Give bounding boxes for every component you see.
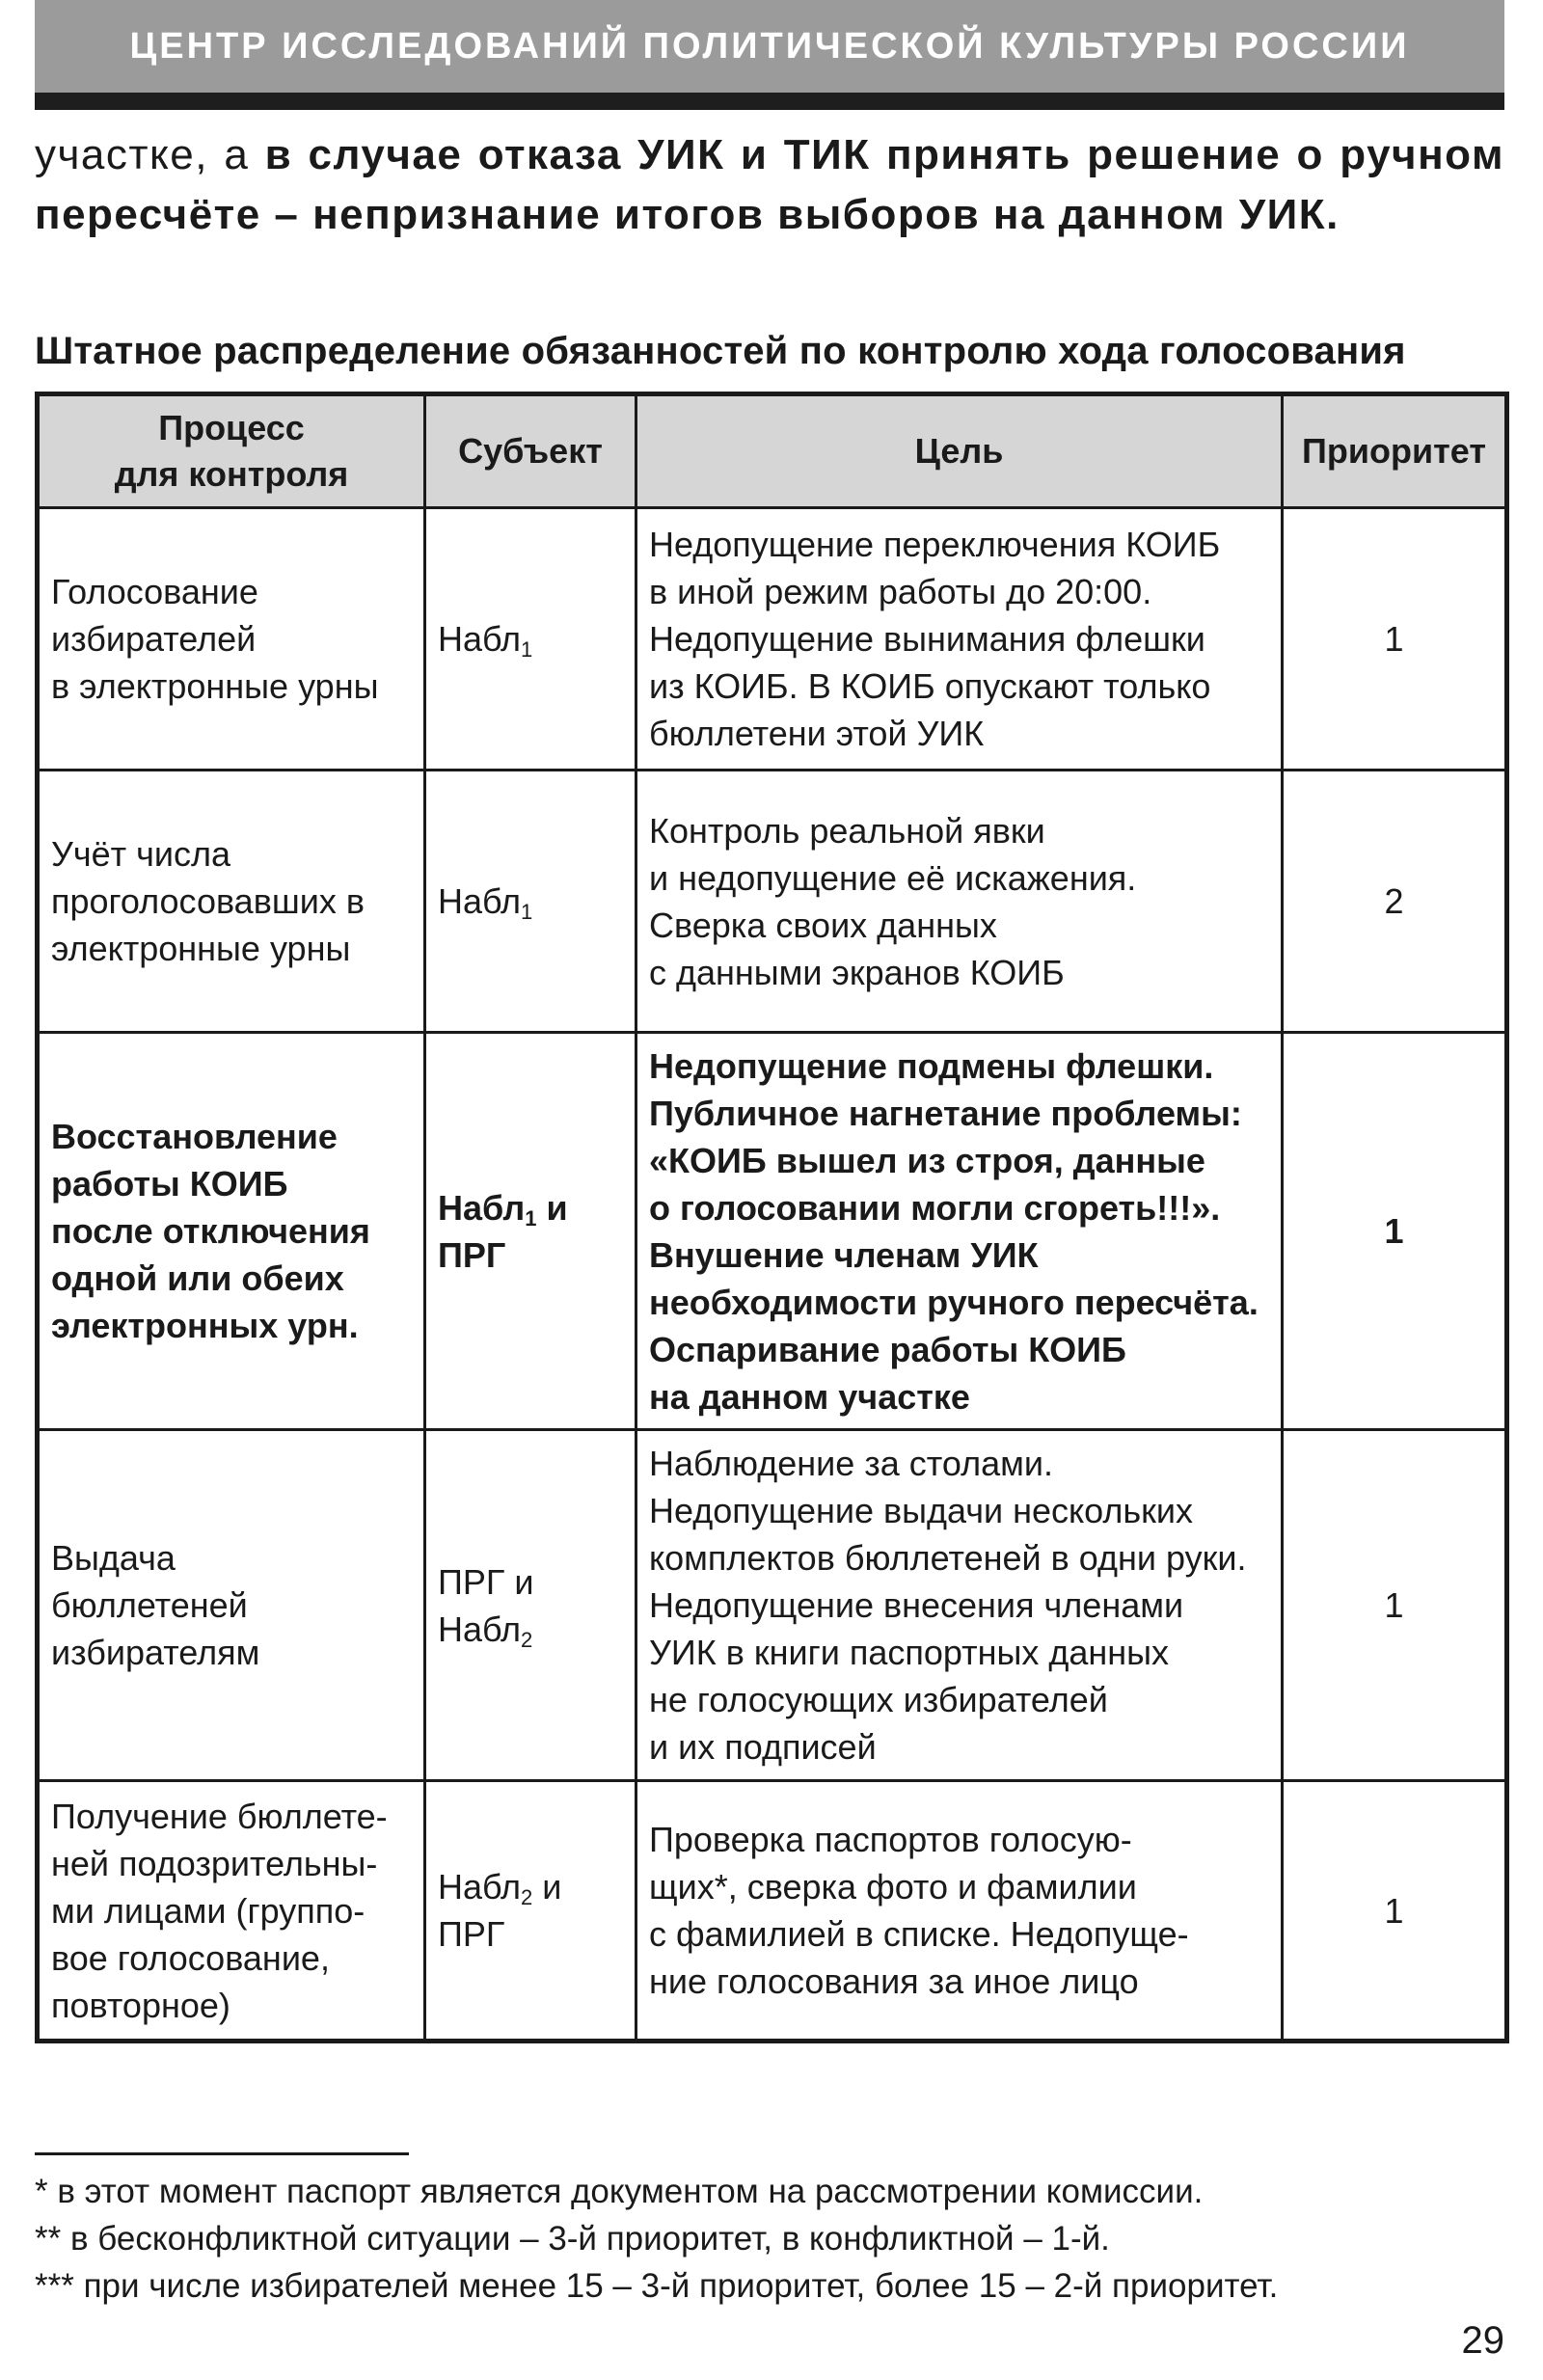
table-title: Штатное распределение обязанностей по контролю хода голосования (35, 330, 1406, 372)
priority-cell: 1 (1283, 1033, 1507, 1430)
table-row (38, 771, 1507, 1033)
page-number: 29 (1461, 2319, 1504, 2362)
subject-cell: Набл$_1$ и ПРГ (425, 1033, 636, 1430)
priority-cell: 1 (1283, 1781, 1507, 2042)
subject-cell: Набл$_2$ и ПРГ (425, 1781, 636, 2042)
table-header-row (38, 394, 1507, 508)
goal-cell: Недопущение переключения КОИБ в иной режим работы до 20:00. Недопущение вынимания флешки из КОИБ. В КОИБ опускают только бюллетени этой УИК (636, 508, 1283, 771)
footnote-3: *** при числе избирателей менее 15 – 3-й приоритет, более 15 – 2-й приоритет. (35, 2267, 1279, 2305)
footnotes (35, 2168, 1504, 2310)
footnote-1: * в этот момент паспорт является документом на рассмотрении комиссии. (35, 2173, 1204, 2210)
process-cell: Выдача бюллетеней избирателям (38, 1430, 425, 1781)
intro-paragraph (35, 125, 1504, 245)
header-goal: Цель (636, 394, 1283, 508)
process-cell: Получение бюллете- ней подозрительны- ми лицами (группо- вое голосование, повторное) (38, 1781, 425, 2042)
process-cell: Голосование избирателей в электронные урны (38, 508, 425, 771)
subject-cell: Набл$_1$ (425, 508, 636, 771)
subject-cell: Набл$_1$ (425, 771, 636, 1033)
table-row (38, 508, 1507, 771)
intro-bold-text: в случае отказа УИК и ТИК принять решение о ручном пересчёте – непризнание итогов выборов на данном УИК. (35, 131, 1505, 238)
header-priority: Приоритет (1283, 394, 1507, 508)
goal-cell: Проверка паспортов голосую- щих*, сверка фото и фамилии с фамилией в списке. Недопуще- ние голосования за иное лицо (636, 1781, 1283, 2042)
table-row (38, 1430, 1507, 1781)
intro-normal-text: участке, а (35, 131, 265, 178)
goal-cell: Наблюдение за столами. Недопущение выдачи нескольких комплектов бюллетеней в одни руки. Недопущение внесения членами УИК в книги паспортных данных не голосующих избирателей и их подписей (636, 1430, 1283, 1781)
header-rule (35, 93, 1504, 110)
header-subject: Субъект (425, 394, 636, 508)
priority-cell: 1 (1283, 508, 1507, 771)
priority-cell: 1 (1283, 1430, 1507, 1781)
duties-table (35, 392, 1509, 2043)
subject-cell: ПРГ и Набл$_2$ (425, 1430, 636, 1781)
footnote-rule (35, 2152, 409, 2155)
header-title: ЦЕНТР ИССЛЕДОВАНИЙ ПОЛИТИЧЕСКОЙ КУЛЬТУРЫ РОССИИ (129, 25, 1410, 67)
footnote-2: ** в бесконфликтной ситуации – 3-й приоритет, в конфликтной – 1-й. (35, 2220, 1110, 2258)
priority-cell: 2 (1283, 771, 1507, 1033)
header-process: Процесс для контроля (38, 394, 425, 508)
process-cell: Учёт числа проголосовавших в электронные урны (38, 771, 425, 1033)
table-row (38, 1781, 1507, 2042)
table-row (38, 1033, 1507, 1430)
header-band (35, 0, 1504, 93)
goal-cell: Недопущение подмены флешки. Публичное нагнетание проблемы: «КОИБ вышел из строя, данные о голосовании могли сгореть!!!». Внушение членам УИК необходимости ручного пересчёта. Оспаривание работы КОИБ на данном участке (636, 1033, 1283, 1430)
goal-cell: Контроль реальной явки и недопущение её искажения. Сверка своих данных с данными экранов КОИБ (636, 771, 1283, 1033)
process-cell: Восстановление работы КОИБ после отключения одной или обеих электронных урн. (38, 1033, 425, 1430)
